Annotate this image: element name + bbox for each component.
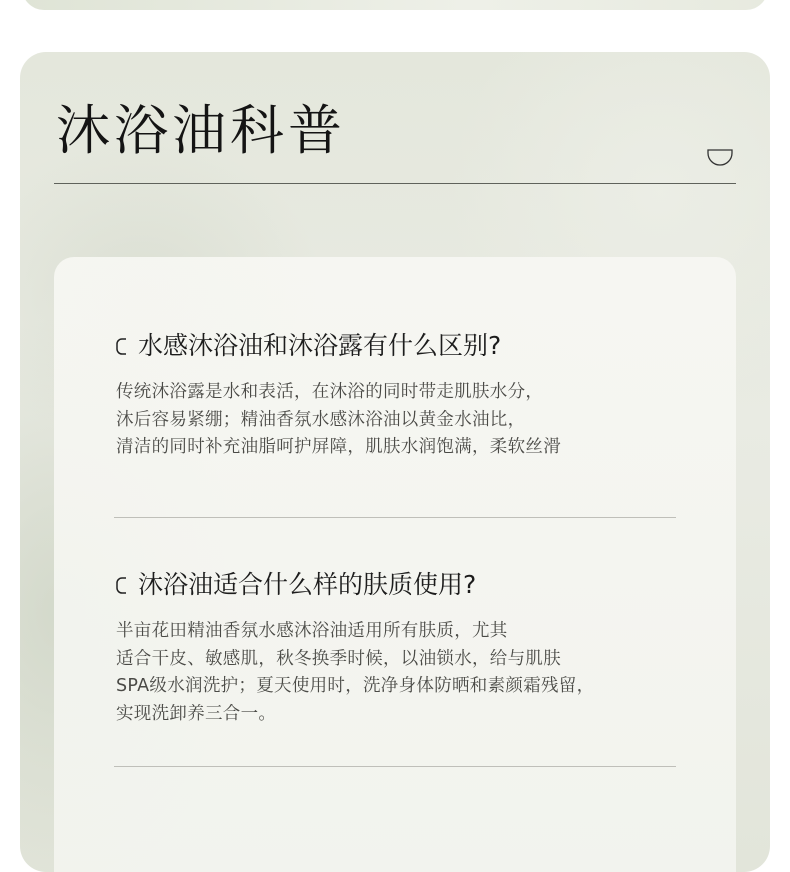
bracket-icon — [116, 577, 128, 594]
faq-answer-line: 适合干皮、敏感肌，秋冬换季时候，以油锁水，给与肌肤 — [116, 648, 561, 669]
faq-question-text: 水感沐浴油和沐浴露有什么区别? — [138, 331, 502, 360]
faq-answer-line: SPA级水润洗护；夏天使用时，洗净身体防晒和素颜霜残留， — [116, 676, 595, 696]
faq-answer-line: 沐后容易紧绷；精油香氛水感沐浴油以黄金水油比， — [116, 409, 526, 430]
bracket-icon — [116, 338, 128, 355]
faq-question — [116, 568, 676, 602]
faq-answer-line: 实现洗卸养三合一。 — [116, 703, 277, 724]
faq-divider — [114, 517, 676, 518]
previous-section-card — [22, 0, 768, 10]
title-divider — [54, 183, 736, 184]
faq-question-text: 沐浴油适合什么样的肤质使用? — [138, 570, 477, 599]
bowl-icon — [706, 148, 734, 170]
faq-answer-line: 半亩花田精油香氛水感沐浴油适用所有肤质，尤其 — [116, 621, 508, 641]
faq-divider — [114, 766, 676, 767]
faq-answer — [116, 379, 676, 462]
faq-panel — [54, 257, 736, 872]
science-section-card — [20, 52, 770, 872]
faq-answer-line: 清洁的同时补充油脂呵护屏障，肌肤水润饱满，柔软丝滑 — [116, 437, 561, 457]
faq-item — [116, 329, 676, 462]
faq-answer — [116, 618, 676, 728]
section-title: 沐浴油科普 — [56, 99, 346, 162]
faq-question — [116, 329, 676, 363]
faq-answer-line: 传统沐浴露是水和表活，在沐浴的同时带走肌肤水分， — [116, 382, 544, 402]
faq-item — [116, 568, 676, 728]
